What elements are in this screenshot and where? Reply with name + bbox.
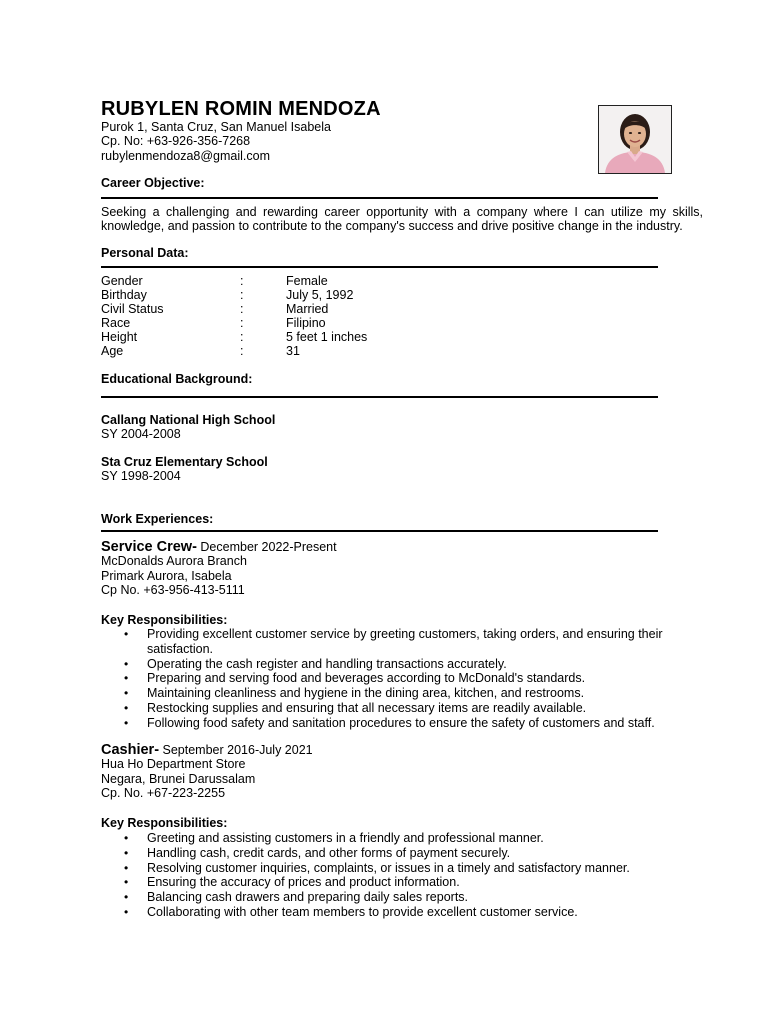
field-label: Gender	[101, 274, 143, 288]
bullet-icon: •	[124, 875, 129, 890]
field-label: Birthday	[101, 288, 147, 302]
field-value: 5 feet 1 inches	[286, 330, 368, 344]
field-value: 31	[286, 344, 300, 358]
field-label: Height	[101, 330, 138, 344]
school-name: Sta Cruz Elementary School	[101, 455, 268, 469]
job-title: Cashier-	[101, 742, 160, 758]
bullet-icon: •	[124, 656, 129, 671]
list-item: • Maintaining cleanliness and hygiene in the dining area, kitchen, and restrooms.	[124, 686, 585, 701]
applicant-name: RUBYLEN ROMIN MENDOZA	[101, 98, 381, 120]
list-item: • Resolving customer inquiries, complaints, or issues in a timely and satisfactory manner.	[124, 860, 630, 875]
bullet-icon: •	[124, 627, 129, 641]
job-heading	[101, 743, 313, 757]
list-item: • Operating the cash register and handling transactions accurately.	[124, 656, 507, 671]
bullet-icon: •	[124, 700, 129, 715]
field-label: Civil Status	[101, 302, 164, 316]
career-objective-heading: Career Objective:	[101, 176, 205, 190]
field-value: July 5, 1992	[286, 288, 354, 302]
address: Purok 1, Santa Cruz, San Manuel Isabela	[101, 120, 331, 134]
bullet-icon: •	[124, 860, 129, 875]
job-period: September 2016-July 2021	[162, 743, 313, 757]
bullet-icon: •	[124, 831, 129, 845]
job-entry	[101, 540, 337, 597]
section-divider	[101, 197, 658, 199]
company-name: McDonalds Aurora Branch	[101, 554, 247, 569]
field-value: Filipino	[286, 316, 326, 330]
company-name: Hua Ho Department Store	[101, 757, 246, 772]
education-heading: Educational Background:	[101, 372, 253, 386]
bullet-icon: •	[124, 686, 129, 701]
list-item: • Restocking supplies and ensuring that all necessary items are readily available.	[124, 700, 587, 715]
responsibilities-list	[101, 627, 701, 731]
key-responsibilities-heading: Key Responsibilities:	[101, 613, 228, 627]
school-years: SY 2004-2008	[101, 427, 181, 442]
bullet-icon: •	[124, 715, 129, 730]
list-item: • Greeting and assisting customers in a friendly and professional manner.	[124, 831, 544, 845]
personal-data-heading: Personal Data:	[101, 246, 189, 260]
company-location: Negara, Brunei Darussalam	[101, 771, 256, 786]
school-entry	[101, 455, 268, 484]
field-separator: :	[240, 316, 244, 330]
contact-info	[101, 120, 331, 163]
section-divider	[101, 396, 658, 398]
bullet-icon: •	[124, 904, 129, 919]
job-title: Service Crew-	[101, 539, 197, 555]
phone-number: Cp. No: +63-926-356-7268	[101, 134, 251, 149]
company-phone: Cp. No. +67-223-2255	[101, 785, 226, 800]
bullet-icon: •	[124, 671, 129, 686]
company-location: Primark Aurora, Isabela	[101, 568, 232, 583]
person-photo-icon	[598, 105, 672, 174]
list-item: • Ensuring the accuracy of prices and product information.	[124, 875, 460, 890]
field-value: Female	[286, 274, 328, 288]
list-item: • Preparing and serving food and beverages according to McDonald's standards.	[124, 671, 586, 686]
email-address: rubylenmendoza8@gmail.com	[101, 148, 271, 163]
job-heading	[101, 540, 337, 554]
field-value: Married	[286, 302, 329, 316]
field-separator: :	[240, 302, 244, 316]
bullet-icon: •	[124, 890, 129, 905]
responsibilities-list	[101, 831, 701, 920]
portrait-illustration	[599, 106, 671, 173]
job-entry	[101, 743, 313, 800]
field-label: Race	[101, 316, 131, 330]
list-item: • Providing excellent customer service by greeting customers, taking orders, and ensuring their satisfaction.	[124, 627, 663, 656]
field-separator: :	[240, 330, 244, 344]
school-entry	[101, 413, 275, 442]
company-phone: Cp No. +63-956-413-5111	[101, 582, 245, 597]
field-separator: :	[240, 274, 244, 288]
school-years: SY 1998-2004	[101, 469, 181, 484]
job-period: December 2022-Present	[200, 540, 337, 554]
field-separator: :	[240, 344, 244, 358]
field-separator: :	[240, 288, 244, 302]
list-item: • Following food safety and sanitation procedures to ensure the safety of customers and staff.	[124, 715, 655, 730]
field-label: Age	[101, 344, 124, 358]
list-item: • Handling cash, credit cards, and other forms of payment securely.	[124, 845, 511, 860]
career-objective-text: Seeking a challenging and rewarding career opportunity with a company where I can utilize my skills, knowledge, and passion to contribute to the company's success and drive positive change in the industry.	[101, 205, 703, 234]
section-divider	[101, 530, 658, 532]
school-name: Callang National High School	[101, 413, 276, 427]
list-item: • Balancing cash drawers and preparing daily sales reports.	[124, 890, 469, 905]
section-divider	[101, 266, 658, 268]
bullet-icon: •	[124, 845, 129, 860]
key-responsibilities-heading: Key Responsibilities:	[101, 816, 228, 830]
list-item: • Collaborating with other team members to provide excellent customer service.	[124, 904, 578, 919]
work-experience-heading: Work Experiences:	[101, 512, 214, 526]
